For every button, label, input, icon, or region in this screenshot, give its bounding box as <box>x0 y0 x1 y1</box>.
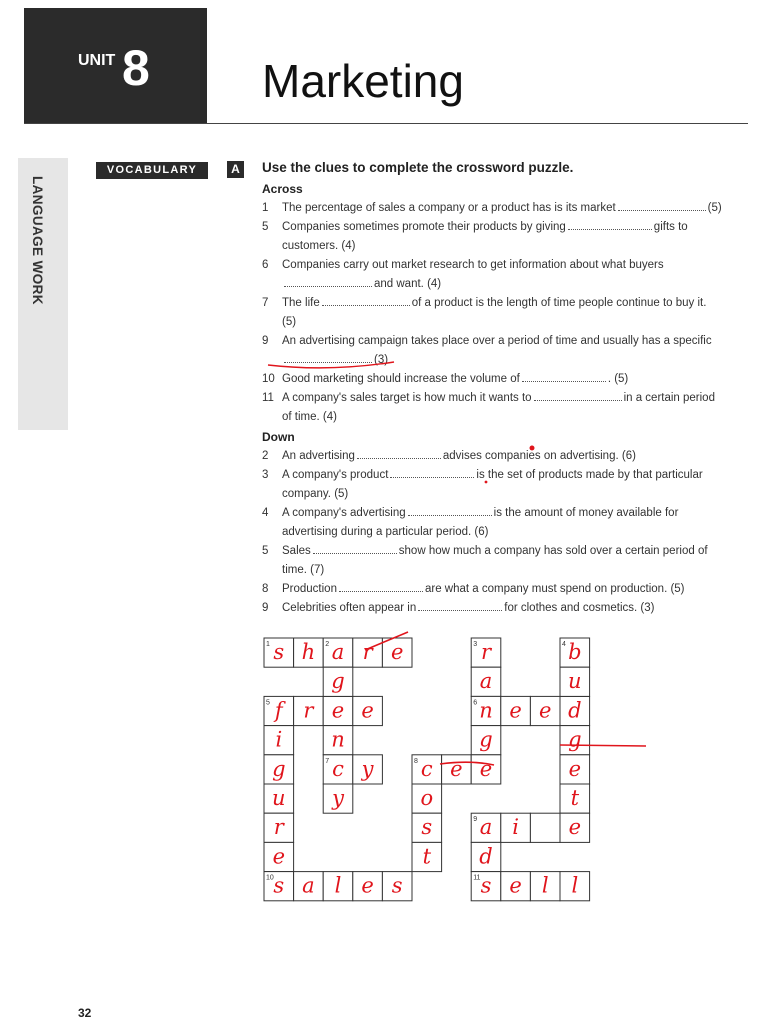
clue-number: 6 <box>262 259 269 271</box>
pen-underline <box>268 362 394 368</box>
handwritten-letter: r <box>362 640 373 665</box>
handwritten-letter: e <box>361 698 374 723</box>
handwritten-letter: d <box>568 698 582 723</box>
clue-number: 1 <box>262 202 269 214</box>
clue-text: in a certain period <box>623 392 715 404</box>
handwritten-letter: t <box>570 786 580 811</box>
handwritten-letter: s <box>421 815 433 840</box>
clue-text: Good marketing should increase the volume of <box>282 373 520 385</box>
clue-text: A company's product <box>282 469 389 481</box>
clue-text: (3) <box>374 354 389 366</box>
handwritten-letter: a <box>331 640 345 665</box>
handwritten-letter: c <box>420 756 433 781</box>
clue-text: . (5) <box>607 373 629 385</box>
handwritten-letter: e <box>568 815 582 840</box>
handwritten-letter: h <box>301 640 316 665</box>
clue-text: (5) <box>707 202 722 214</box>
cell-number: 9 <box>473 816 478 824</box>
handwritten-letter: e <box>450 756 463 781</box>
clue-number: 11 <box>262 392 274 404</box>
clue-number: 9 <box>262 602 269 614</box>
handwritten-letter: n <box>479 698 493 723</box>
handwritten-letter: r <box>303 698 314 723</box>
handwritten-letter: r <box>273 815 284 840</box>
side-tab-label: LANGUAGE WORK <box>30 176 45 305</box>
clue-text: advertising during a particular period. (6) <box>282 526 489 538</box>
clue-text: The life <box>282 297 320 309</box>
clue-number: 7 <box>262 297 269 309</box>
pen-dot <box>485 481 488 484</box>
handwritten-letter: e <box>272 844 286 869</box>
handwritten-letter: a <box>302 873 315 898</box>
handwritten-letter: n <box>331 727 345 752</box>
handwritten-letter: d <box>479 844 493 869</box>
page-title: Marketing <box>262 55 464 107</box>
handwritten-letter: u <box>568 669 582 694</box>
clue-text: gifts to <box>653 221 688 233</box>
handwritten-letter: a <box>479 815 493 840</box>
clue-number: 3 <box>262 469 269 481</box>
pen-stroke <box>560 745 646 746</box>
handwritten-letter: b <box>568 640 582 665</box>
clue-text: of time. (4) <box>282 411 337 423</box>
handwritten-letter: e <box>509 698 522 723</box>
vocabulary-badge: VOCABULARY <box>96 162 208 179</box>
clue-text: A company's advertising <box>282 507 406 519</box>
clue-text: and want. (4) <box>374 278 442 290</box>
clue-text: Celebrities often appear in <box>282 602 417 614</box>
clue-text: Sales <box>282 545 311 557</box>
handwritten-letter: g <box>568 727 582 752</box>
crossword-cell <box>530 813 560 842</box>
handwritten-letter: e <box>538 698 552 723</box>
unit-label: UNIT <box>78 52 116 69</box>
cell-number: 5 <box>266 699 270 707</box>
handwritten-letter: e <box>568 756 582 781</box>
handwritten-letter: t <box>422 844 432 869</box>
handwritten-letter: s <box>273 640 285 665</box>
cell-number: 4 <box>562 641 566 648</box>
page-number: 32 <box>78 1006 92 1020</box>
clue-number: 5 <box>262 221 269 233</box>
handwritten-letter: i <box>275 727 283 752</box>
handwritten-letter: l <box>541 873 549 898</box>
across-heading: Across <box>262 182 303 196</box>
clue-text: Companies carry out market research to get information about what buyers <box>282 259 664 271</box>
handwritten-letter: g <box>479 727 493 752</box>
clue-number: 2 <box>262 450 269 462</box>
handwritten-letter: s <box>480 873 492 898</box>
cell-number: 8 <box>414 757 418 765</box>
handwritten-letter: s <box>273 873 285 898</box>
cell-number: 6 <box>473 699 478 707</box>
clue-number: 9 <box>262 335 269 347</box>
handwritten-letter: r <box>480 640 492 665</box>
clue-text: A company's sales target is how much it wants to <box>282 392 532 404</box>
cell-number: 1 <box>266 641 270 648</box>
handwritten-letter: y <box>361 756 374 781</box>
clue-text: time. (7) <box>282 564 325 576</box>
instruction: Use the clues to complete the crossword puzzle. <box>262 160 574 175</box>
clue-text: company. (5) <box>282 488 349 500</box>
clue-text: Companies sometimes promote their products by giving <box>282 221 566 233</box>
handwritten-letter: s <box>391 873 403 898</box>
clue-number: 5 <box>262 545 269 557</box>
handwritten-letter: e <box>361 873 374 898</box>
handwritten-letter: l <box>571 873 579 898</box>
unit-number: 8 <box>122 40 150 96</box>
cell-number: 7 <box>325 757 330 765</box>
handwritten-letter: a <box>479 669 493 694</box>
clue-number: 4 <box>262 507 269 519</box>
down-heading: Down <box>262 430 295 444</box>
pen-dot <box>530 446 535 451</box>
handwritten-letter: f <box>274 698 283 723</box>
clue-text: for clothes and cosmetics. (3) <box>504 602 655 614</box>
cell-number: 2 <box>325 641 330 648</box>
clue-text: is the set of products made by that particular <box>476 469 703 481</box>
cell-number: 3 <box>473 641 478 648</box>
handwritten-letter: o <box>420 786 434 811</box>
handwritten-letter: e <box>509 873 522 898</box>
handwritten-letter: c <box>332 756 344 781</box>
handwritten-letter: e <box>479 756 493 781</box>
clue-text: advises companies on advertising. (6) <box>442 450 636 462</box>
clue-text: customers. (4) <box>282 240 356 252</box>
clue-text: Production <box>282 583 337 595</box>
handwritten-letter: g <box>272 756 286 781</box>
handwritten-letter: l <box>334 873 342 898</box>
cell-number: 10 <box>266 874 274 882</box>
clue-text: (5) <box>282 316 297 328</box>
clue-text: show how much a company has sold over a certain period of <box>398 545 708 557</box>
clue-text: An advertising <box>282 450 355 462</box>
handwritten-letter: u <box>272 786 286 811</box>
clue-number: 10 <box>262 373 275 385</box>
clue-number: 8 <box>262 583 269 595</box>
handwritten-letter: y <box>332 786 344 811</box>
clue-text: are what a company must spend on production. (5) <box>424 583 685 595</box>
cell-number: 11 <box>473 874 481 882</box>
handwritten-letter: i <box>512 815 519 840</box>
handwritten-letter: e <box>390 640 404 665</box>
clue-text: of a product is the length of time people continue to buy it. <box>411 297 707 309</box>
clue-text: An advertising campaign takes place over a period of time and usually has a specific <box>282 335 712 347</box>
handwritten-letter: g <box>331 669 345 694</box>
clue-text: is the amount of money available for <box>493 507 679 519</box>
handwritten-letter: e <box>331 698 345 723</box>
clue-text: The percentage of sales a company or a product has is its market <box>282 202 616 214</box>
exercise-letter: A <box>227 161 244 178</box>
